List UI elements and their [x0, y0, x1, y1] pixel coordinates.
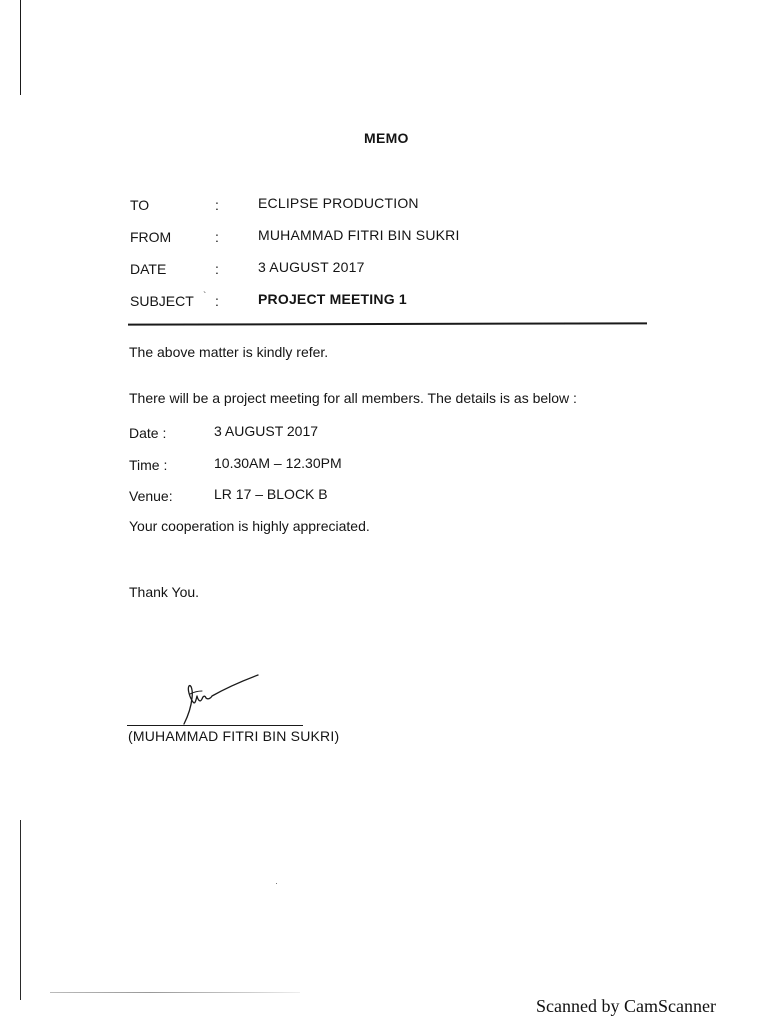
detail-value-time: 10.30AM – 12.30PM: [214, 455, 342, 471]
camscanner-watermark: Scanned by CamScanner: [536, 996, 716, 1016]
closing-text: Thank You.: [129, 584, 200, 600]
header-value-date: 3 AUGUST 2017: [258, 259, 365, 275]
header-row-subject: [130, 293, 650, 313]
handwritten-signature: [178, 672, 268, 727]
header-value-subject: PROJECT MEETING 1: [258, 291, 407, 307]
memo-title: MEMO: [364, 130, 409, 146]
stray-tick-mark: `: [203, 291, 207, 302]
header-colon: :: [215, 197, 219, 213]
header-value-from: MUHAMMAD FITRI BIN SUKRI: [258, 227, 460, 243]
header-colon: :: [215, 261, 219, 277]
cooperation-paragraph: Your cooperation is highly appreciated.: [129, 518, 370, 534]
detail-value-venue: LR 17 – BLOCK B: [214, 486, 328, 502]
detail-value-date: 3 AUGUST 2017: [214, 423, 319, 439]
detail-row-venue: [129, 488, 529, 508]
detail-row-time: [129, 457, 529, 477]
header-value-to: ECLIPSE PRODUCTION: [258, 195, 419, 211]
header-row-date: [130, 261, 650, 281]
header-label-date: DATE: [130, 261, 167, 277]
detail-label-time: Time :: [129, 457, 168, 473]
header-colon: :: [215, 229, 219, 245]
detail-row-date: [129, 425, 529, 445]
detail-label-date: Date :: [129, 425, 167, 441]
scan-bottom-artifact: [50, 992, 300, 993]
header-row-from: [130, 229, 650, 249]
details-intro-paragraph: There will be a project meeting for all members. The details is as below :: [129, 390, 577, 406]
header-divider: [128, 322, 647, 325]
scan-edge-line-top: [20, 0, 21, 95]
scan-speck: [276, 883, 277, 884]
header-label-subject: SUBJECT: [130, 293, 194, 309]
header-label-to: TO: [130, 197, 150, 213]
scan-edge-line-bottom: [20, 820, 21, 1000]
header-row-to: [130, 197, 650, 217]
signatory-name: (MUHAMMAD FITRI BIN SUKRI): [128, 728, 340, 744]
header-label-from: FROM: [130, 229, 172, 245]
intro-paragraph: The above matter is kindly refer.: [129, 344, 329, 360]
signature-line: [127, 725, 303, 726]
detail-label-venue: Venue:: [129, 488, 173, 504]
header-colon: :: [215, 293, 219, 309]
